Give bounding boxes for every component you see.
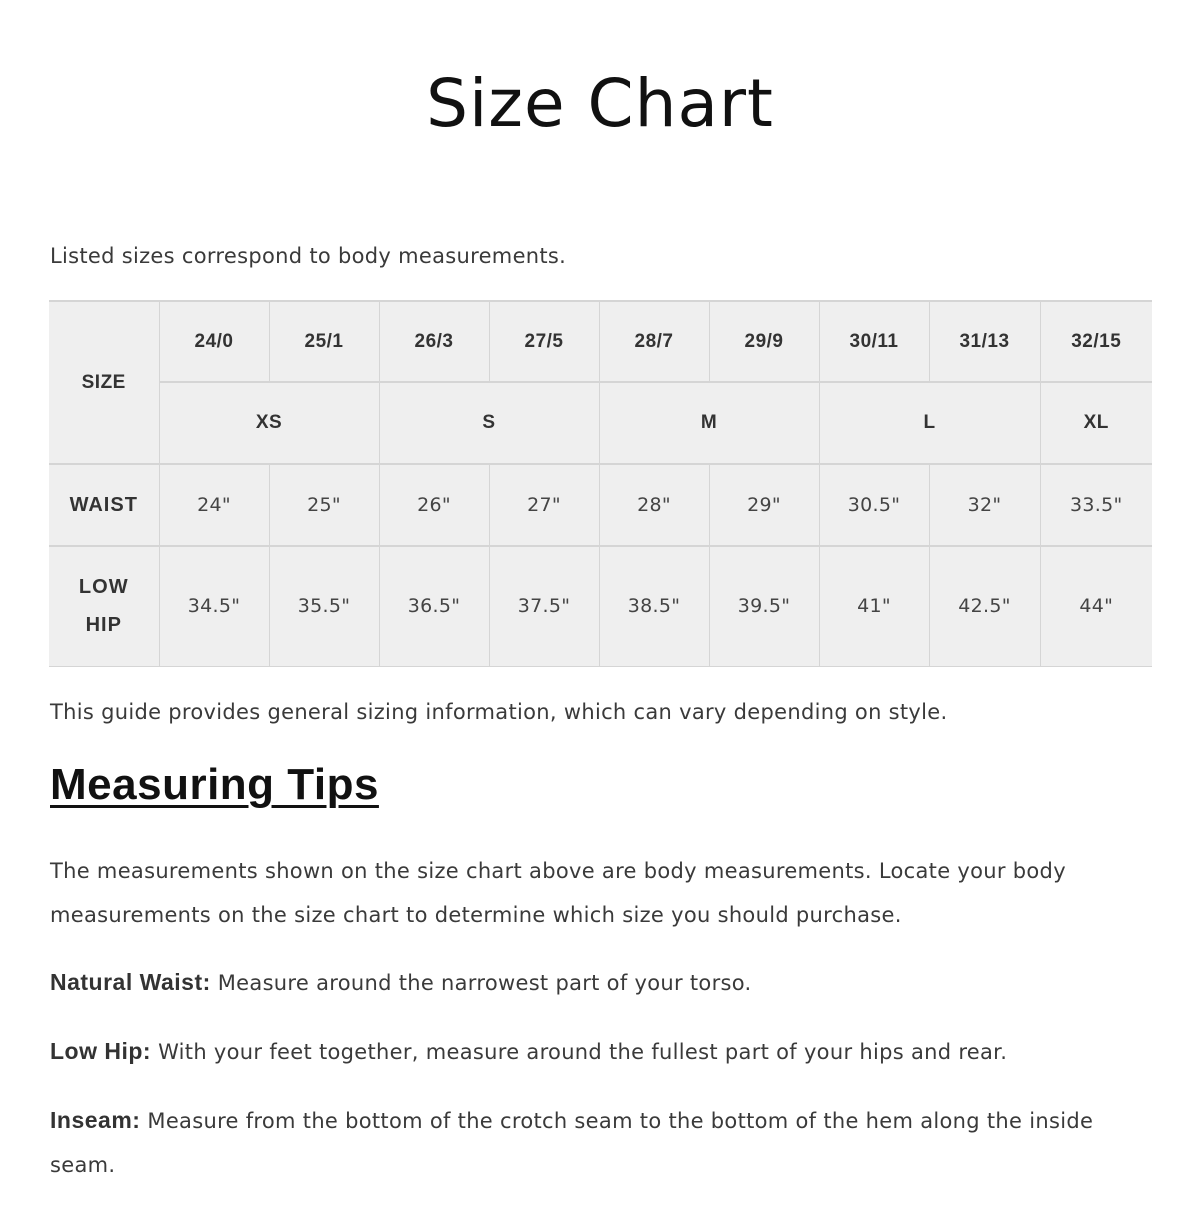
hip-value: 35.5" [269,546,379,666]
letter-size-cell: XL [1040,382,1152,464]
measuring-tips-heading: Measuring Tips [50,760,379,809]
numeric-size-cell: 27/5 [489,301,599,382]
low-hip-tip [50,1029,1150,1074]
waist-value: 32" [929,464,1040,546]
intro-text: Listed sizes correspond to body measurements. [50,244,567,268]
waist-row [49,464,1152,546]
hip-value: 44" [1040,546,1152,666]
hip-value: 37.5" [489,546,599,666]
numeric-size-cell: 24/0 [159,301,269,382]
low-hip-label-line2: HIP [85,614,122,637]
size-table [49,300,1152,667]
numeric-size-row [49,301,1152,382]
low-hip-label-line1: LOW [78,576,129,599]
waist-value: 29" [709,464,819,546]
page-title: Size Chart [426,65,774,142]
natural-waist-text: Measure around the narrowest part of your torso. [210,971,752,995]
waist-label: WAIST [49,464,159,546]
letter-size-cell: M [599,382,819,464]
numeric-size-cell: 25/1 [269,301,379,382]
low-hip-label [49,546,159,666]
letter-size-cell: S [379,382,599,464]
waist-value: 26" [379,464,489,546]
letter-size-cell: XS [159,382,379,464]
hip-value: 41" [819,546,929,666]
numeric-size-cell: 29/9 [709,301,819,382]
hip-value: 42.5" [929,546,1040,666]
hip-value: 38.5" [599,546,709,666]
inseam-text: Measure from the bottom of the crotch seam to the bottom of the hem along the inside seam. [50,1109,1094,1177]
sizing-note: This guide provides general sizing information, which can vary depending on style. [50,700,948,724]
numeric-size-cell: 31/13 [929,301,1040,382]
low-hip-tip-text: With your feet together, measure around the fullest part of your hips and rear. [151,1040,1008,1064]
numeric-size-cell: 28/7 [599,301,709,382]
hip-value: 39.5" [709,546,819,666]
hip-value: 36.5" [379,546,489,666]
low-hip-tip-label: Low Hip: [50,1038,152,1064]
inseam-label: Inseam: [50,1107,141,1133]
size-table-container [49,300,1152,667]
size-header-cell: SIZE [49,301,159,464]
tips-intro: The measurements shown on the size chart above are body measurements. Locate your body measurements on the size chart to determine which size you should purchase. [50,859,1066,927]
waist-value: 25" [269,464,379,546]
letter-size-row [49,382,1152,464]
waist-value: 27" [489,464,599,546]
waist-value: 24" [159,464,269,546]
natural-waist-tip [50,960,1150,1005]
waist-value: 30.5" [819,464,929,546]
letter-size-cell: L [819,382,1040,464]
numeric-size-cell: 32/15 [1040,301,1152,382]
inseam-tip [50,1098,1150,1187]
natural-waist-label: Natural Waist: [50,969,211,995]
waist-value: 28" [599,464,709,546]
hip-value: 34.5" [159,546,269,666]
numeric-size-cell: 30/11 [819,301,929,382]
low-hip-row [49,546,1152,666]
waist-value: 33.5" [1040,464,1152,546]
numeric-size-cell: 26/3 [379,301,489,382]
